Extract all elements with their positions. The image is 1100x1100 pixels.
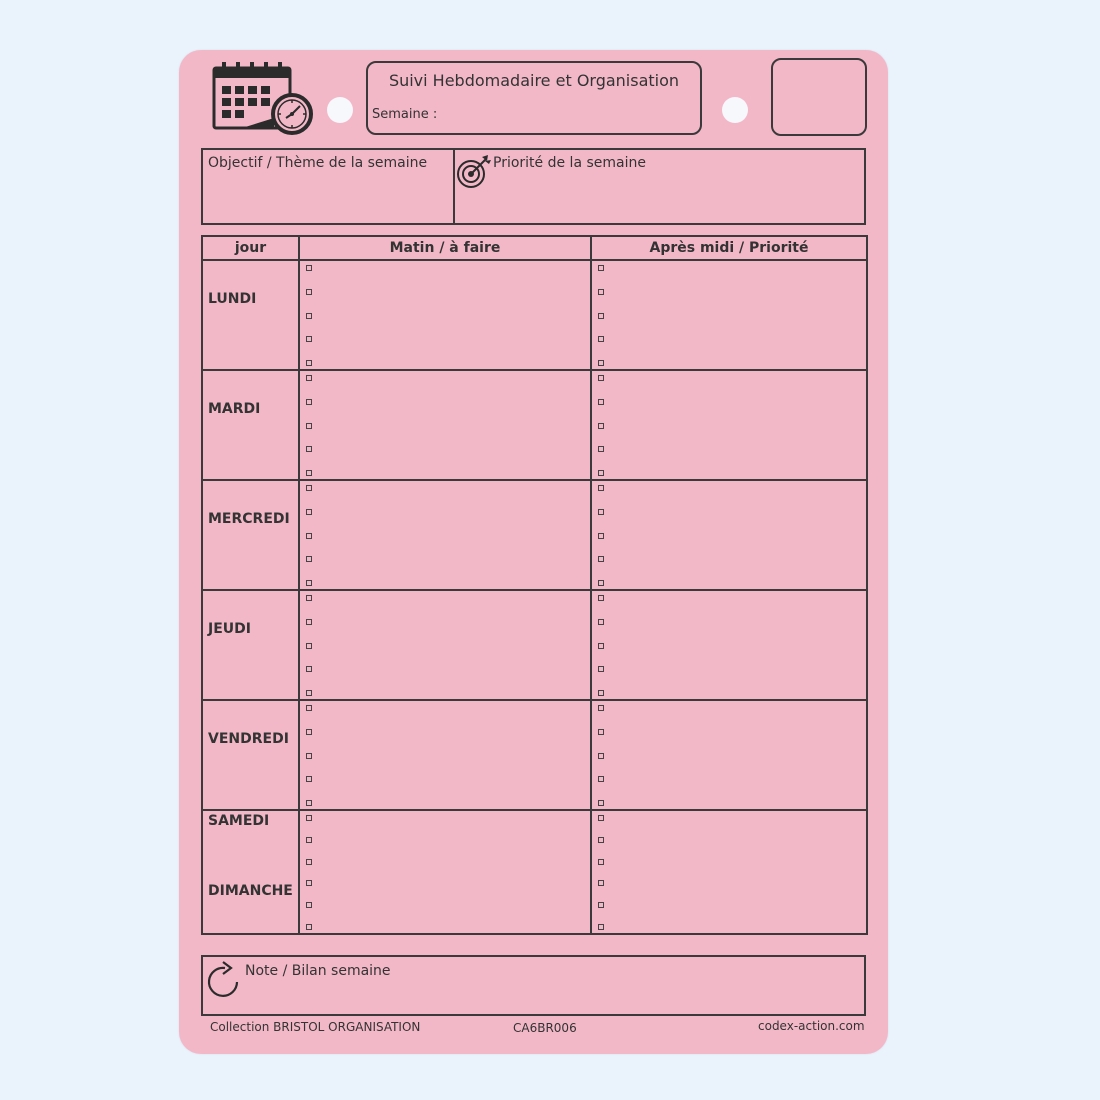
checkbox[interactable] <box>306 924 312 930</box>
table-row <box>202 370 867 480</box>
checkbox[interactable] <box>598 446 604 452</box>
checkbox[interactable] <box>598 753 604 759</box>
checkbox[interactable] <box>306 446 312 452</box>
checkbox[interactable] <box>306 360 312 366</box>
checkbox[interactable] <box>306 533 312 539</box>
checkbox[interactable] <box>598 399 604 405</box>
day-cell <box>202 370 299 480</box>
morning-cell <box>299 590 591 700</box>
punch-hole-right <box>722 97 748 123</box>
afternoon-cell <box>591 260 867 370</box>
refresh-icon <box>206 958 244 1000</box>
morning-cell <box>299 370 591 480</box>
note-label[interactable]: Note / Bilan semaine <box>245 963 391 979</box>
checkbox[interactable] <box>598 643 604 649</box>
checkbox[interactable] <box>306 880 312 886</box>
checkbox[interactable] <box>598 815 604 821</box>
footer-website: codex-action.com <box>758 1019 865 1033</box>
checkbox[interactable] <box>598 924 604 930</box>
footer-code: CA6BR006 <box>513 1021 577 1035</box>
afternoon-cell <box>591 480 867 590</box>
afternoon-cell <box>591 370 867 480</box>
checkbox[interactable] <box>306 643 312 649</box>
checkbox[interactable] <box>598 313 604 319</box>
day-label: DIMANCHE <box>208 883 293 899</box>
table-row <box>202 700 867 810</box>
morning-cell <box>299 260 591 370</box>
checkbox[interactable] <box>598 705 604 711</box>
checkbox[interactable] <box>598 470 604 476</box>
checkbox[interactable] <box>306 265 312 271</box>
day-label: JEUDI <box>208 621 251 637</box>
checkbox[interactable] <box>306 336 312 342</box>
checkbox[interactable] <box>306 556 312 562</box>
day-cell <box>202 480 299 590</box>
checkbox[interactable] <box>598 619 604 625</box>
checkbox[interactable] <box>306 729 312 735</box>
col-header-morning: Matin / à faire <box>299 236 591 260</box>
table-row <box>202 480 867 590</box>
checkbox[interactable] <box>598 690 604 696</box>
checkbox[interactable] <box>306 509 312 515</box>
checkbox[interactable] <box>598 533 604 539</box>
day-label: LUNDI <box>208 291 257 307</box>
week-field-label[interactable]: Semaine : <box>372 107 438 122</box>
morning-cell <box>299 700 591 810</box>
checkbox[interactable] <box>598 595 604 601</box>
checkbox[interactable] <box>306 423 312 429</box>
checkbox[interactable] <box>598 556 604 562</box>
morning-cell <box>299 810 591 934</box>
checkbox[interactable] <box>598 423 604 429</box>
checkbox[interactable] <box>598 666 604 672</box>
checkbox[interactable] <box>598 837 604 843</box>
calendar-clock-icon <box>212 62 314 138</box>
day-cell <box>202 260 299 370</box>
table-row <box>202 590 867 700</box>
checkbox[interactable] <box>306 753 312 759</box>
day-label: VENDREDI <box>208 731 289 747</box>
checkbox[interactable] <box>306 470 312 476</box>
checkbox[interactable] <box>306 800 312 806</box>
checkbox[interactable] <box>306 859 312 865</box>
day-cell <box>202 700 299 810</box>
checkbox[interactable] <box>598 859 604 865</box>
checkbox[interactable] <box>306 313 312 319</box>
checkbox[interactable] <box>306 690 312 696</box>
table-row <box>202 260 867 370</box>
checkbox[interactable] <box>306 619 312 625</box>
checkbox[interactable] <box>306 399 312 405</box>
punch-hole-left <box>327 97 353 123</box>
footer-collection: Collection BRISTOL ORGANISATION <box>210 1020 421 1034</box>
checkbox[interactable] <box>598 729 604 735</box>
day-label: SAMEDI <box>208 813 270 829</box>
morning-cell <box>299 480 591 590</box>
checkbox[interactable] <box>306 289 312 295</box>
day-label: MARDI <box>208 401 261 417</box>
checkbox[interactable] <box>598 375 604 381</box>
checkbox[interactable] <box>598 902 604 908</box>
day-cell <box>202 590 299 700</box>
divider <box>453 150 455 223</box>
checkbox[interactable] <box>306 776 312 782</box>
checkbox[interactable] <box>598 265 604 271</box>
target-icon <box>456 153 494 189</box>
checkbox[interactable] <box>598 580 604 586</box>
day-label: MERCREDI <box>208 511 290 527</box>
col-header-afternoon: Après midi / Priorité <box>591 236 867 260</box>
checkbox[interactable] <box>598 880 604 886</box>
checkbox[interactable] <box>598 485 604 491</box>
checkbox[interactable] <box>598 336 604 342</box>
checkbox[interactable] <box>598 509 604 515</box>
afternoon-cell <box>591 810 867 934</box>
objective-label[interactable]: Objectif / Thème de la semaine <box>208 155 428 171</box>
checkbox[interactable] <box>306 595 312 601</box>
note-box <box>201 955 866 1016</box>
checkbox[interactable] <box>306 837 312 843</box>
table-row <box>202 810 867 934</box>
checkbox[interactable] <box>306 902 312 908</box>
checkbox[interactable] <box>598 800 604 806</box>
checkbox[interactable] <box>306 705 312 711</box>
checkbox[interactable] <box>306 375 312 381</box>
page-title: Suivi Hebdomadaire et Organisation <box>388 71 680 90</box>
objectives-box <box>201 148 866 225</box>
checkbox[interactable] <box>306 815 312 821</box>
title-box <box>366 61 702 135</box>
checkbox[interactable] <box>306 580 312 586</box>
checkbox[interactable] <box>306 666 312 672</box>
checkbox[interactable] <box>598 289 604 295</box>
priority-label[interactable]: Priorité de la semaine <box>493 155 646 171</box>
checkbox[interactable] <box>598 360 604 366</box>
checkbox[interactable] <box>306 485 312 491</box>
weekly-table <box>201 235 868 935</box>
checkbox[interactable] <box>598 776 604 782</box>
afternoon-cell <box>591 700 867 810</box>
afternoon-cell <box>591 590 867 700</box>
day-cell <box>202 810 299 934</box>
corner-box[interactable] <box>771 58 867 136</box>
col-header-day: jour <box>202 236 299 260</box>
